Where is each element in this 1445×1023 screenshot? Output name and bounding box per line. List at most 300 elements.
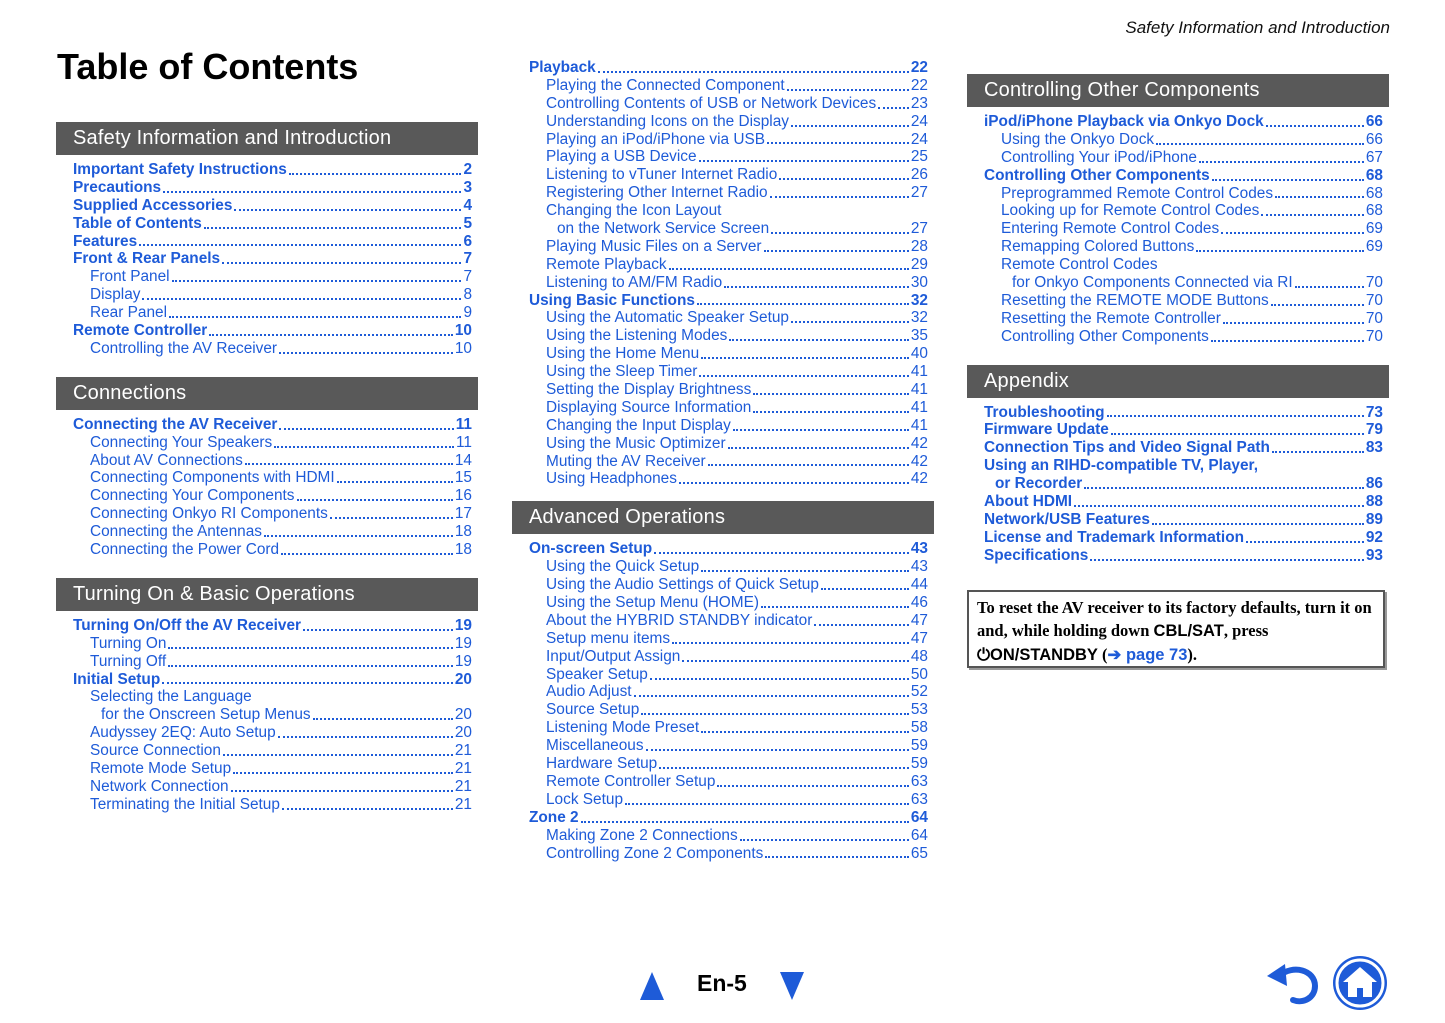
dot-leader <box>234 209 461 211</box>
toc-entry-page: 9 <box>463 304 472 322</box>
toc-entry-page: 15 <box>454 469 472 487</box>
toc-entry-page: 53 <box>910 701 928 719</box>
dot-leader <box>168 647 452 649</box>
toc-entry-label: Displaying Source Information <box>546 398 752 416</box>
toc-entry-label: Playing a USB Device <box>546 148 697 166</box>
toc-entry-page: 42 <box>910 452 928 470</box>
cbl-sat-button-name: CBL/SAT <box>1153 622 1224 640</box>
dot-leader <box>697 303 909 305</box>
toc-entry[interactable] <box>73 796 472 814</box>
toc-entry[interactable] <box>984 274 1383 292</box>
toc-entry-label: Setup menu items <box>546 629 671 647</box>
dot-leader <box>701 570 909 572</box>
notice-text: ). <box>1187 645 1198 664</box>
dot-leader <box>168 665 453 667</box>
dot-leader <box>770 196 909 198</box>
toc-entry-label: Playing the Connected Component <box>546 76 785 94</box>
dot-leader <box>1211 340 1364 342</box>
toc-entry[interactable] <box>529 701 928 719</box>
toc-entry-page: 11 <box>456 433 472 451</box>
toc-entry-label: Audio Adjust <box>546 683 632 701</box>
dot-leader <box>821 588 909 590</box>
section-heading: Controlling Other Components <box>967 74 1389 107</box>
toc-entry[interactable] <box>529 773 928 791</box>
toc-entry-page: 5 <box>463 214 472 232</box>
toc-entry-label: Specifications <box>984 546 1089 564</box>
toc-entry[interactable] <box>73 760 472 778</box>
toc-entry-label: Listening Mode Preset <box>546 719 700 737</box>
toc-entry-label: Using the Sleep Timer <box>546 363 698 381</box>
toc-entry-page: 47 <box>910 629 928 647</box>
toc-entry[interactable] <box>529 648 928 666</box>
toc-entry[interactable] <box>529 719 928 737</box>
toc-entry[interactable] <box>73 541 472 559</box>
toc-entry[interactable] <box>73 416 472 434</box>
toc-entry-label: Controlling Other Components <box>1001 327 1209 345</box>
toc-entry-label: Controlling Your iPod/iPhone <box>1001 148 1197 166</box>
toc-entry[interactable] <box>529 417 928 435</box>
toc-entry[interactable] <box>73 487 472 505</box>
toc-entry[interactable] <box>984 292 1383 310</box>
toc-entry[interactable] <box>529 399 928 417</box>
toc-entry[interactable] <box>529 274 928 292</box>
dot-leader <box>169 316 461 318</box>
dot-leader <box>787 89 909 91</box>
prev-page-icon[interactable] <box>640 972 664 1000</box>
entry-list <box>56 155 478 358</box>
toc-entry-label: Registering Other Internet Radio <box>546 184 768 202</box>
dot-leader <box>1090 559 1364 561</box>
toc-entry[interactable] <box>984 529 1383 547</box>
toc-entry-label: Playback <box>529 58 596 76</box>
toc-entry-label: About the HYBRID STANDBY indicator <box>546 611 813 629</box>
dot-leader <box>1223 322 1364 324</box>
toc-entry-label: Remapping Colored Buttons <box>1001 238 1195 256</box>
dot-leader <box>1295 286 1364 288</box>
toc-entry-label: Remote Controller Setup <box>546 772 716 790</box>
toc-entry-page: 66 <box>1365 130 1383 148</box>
toc-entry[interactable] <box>73 197 472 215</box>
dot-leader <box>1271 304 1364 306</box>
toc-entry[interactable] <box>73 469 472 487</box>
toc-entry-label: Table of Contents <box>73 214 202 232</box>
toc-entry-page: 66 <box>1365 112 1383 130</box>
toc-entry-label: Connecting Onkyo RI Components <box>90 505 328 523</box>
toc-entry-page: 8 <box>463 286 472 304</box>
toc-entry[interactable] <box>73 688 472 706</box>
toc-entry[interactable] <box>984 220 1383 238</box>
toc-entry[interactable] <box>984 328 1383 346</box>
toc-entry-page: 46 <box>910 594 928 612</box>
dot-leader <box>1221 232 1364 234</box>
toc-entry[interactable] <box>984 256 1383 274</box>
entry-list <box>512 53 934 488</box>
toc-entry-label: Source Setup <box>546 701 640 719</box>
toc-entry[interactable] <box>529 594 928 612</box>
toc-entry-label: Preprogrammed Remote Control Codes <box>1001 184 1274 202</box>
toc-entry[interactable] <box>529 576 928 594</box>
toc-entry-label: Controlling Contents of USB or Network Devices <box>546 94 877 112</box>
toc-entry[interactable] <box>529 238 928 256</box>
dot-leader <box>1266 125 1364 127</box>
toc-entry[interactable] <box>984 167 1383 185</box>
toc-entry[interactable] <box>529 791 928 809</box>
dot-leader <box>1156 143 1364 145</box>
toc-entry[interactable] <box>984 404 1383 422</box>
toc-entry-label: Connecting Your Speakers <box>90 433 273 451</box>
toc-entry[interactable] <box>529 453 928 471</box>
next-page-icon[interactable] <box>780 972 804 1000</box>
toc-entry[interactable] <box>984 493 1383 511</box>
dot-leader <box>753 393 909 395</box>
toc-entry-label: License and Trademark Information <box>984 528 1245 546</box>
dot-leader <box>634 695 909 697</box>
toc-entry-page: 17 <box>454 505 472 523</box>
toc-entry-page: 70 <box>1365 291 1383 309</box>
toc-entry-label: Connecting the Power Cord <box>90 541 280 559</box>
toc-entry[interactable] <box>529 845 928 863</box>
toc-entry[interactable] <box>529 827 928 845</box>
toc-entry[interactable] <box>73 304 472 322</box>
toc-entry-page: 70 <box>1365 309 1383 327</box>
toc-entry-page: 20 <box>454 706 472 724</box>
toc-entry-page: 14 <box>454 451 472 469</box>
toc-entry-label: Features <box>73 232 138 250</box>
toc-entry-label: Using the Automatic Speaker Setup <box>546 309 789 327</box>
dot-leader <box>1272 451 1364 453</box>
dot-leader <box>791 321 909 323</box>
dot-leader <box>699 375 908 377</box>
dot-leader <box>646 749 909 751</box>
toc-entry[interactable] <box>529 737 928 755</box>
toc-entry-label: Connecting the Antennas <box>90 523 262 541</box>
toc-entry[interactable] <box>529 363 928 381</box>
toc-entry[interactable] <box>984 202 1383 220</box>
toc-entry[interactable] <box>529 256 928 274</box>
home-icon[interactable] <box>1331 954 1389 1012</box>
toc-entry-label: for Onkyo Components Connected via RI <box>1012 274 1293 291</box>
toc-entry-page: 25 <box>910 148 928 166</box>
toc-entry-page: 69 <box>1365 238 1383 256</box>
toc-entry[interactable] <box>73 724 472 742</box>
toc-entry-page: 20 <box>454 670 472 688</box>
toc-entry-page: 68 <box>1365 184 1383 202</box>
toc-entry-page: 11 <box>455 415 472 433</box>
toc-entry[interactable] <box>984 457 1383 475</box>
toc-entry-label: Audyssey 2EQ: Auto Setup <box>90 724 276 742</box>
toc-entry[interactable] <box>529 184 928 202</box>
toc-entry[interactable] <box>529 166 928 184</box>
toc-entry[interactable] <box>73 215 472 233</box>
toc-entry[interactable] <box>73 505 472 523</box>
toc-entry-page: 43 <box>910 558 928 576</box>
toc-entry-label: Remote Playback <box>546 255 667 273</box>
toc-column-3 <box>967 74 1389 565</box>
toc-entry[interactable] <box>73 268 472 286</box>
toc-entry[interactable] <box>984 475 1383 493</box>
toc-entry-page: 93 <box>1365 546 1383 564</box>
toc-entry-page: 52 <box>910 683 928 701</box>
section-appendix <box>967 365 1389 565</box>
dot-leader <box>1199 161 1364 163</box>
toc-entry-label: Network Connection <box>90 777 229 795</box>
toc-entry-page: 86 <box>1365 475 1383 493</box>
toc-entry-label: Resetting the Remote Controller <box>1001 309 1221 327</box>
toc-entry[interactable] <box>73 617 472 635</box>
toc-entry-page: 41 <box>910 363 928 381</box>
toc-entry[interactable] <box>529 345 928 363</box>
toc-entry[interactable] <box>73 778 472 796</box>
toc-entry-page: 20 <box>454 724 472 742</box>
toc-entry-page: 64 <box>910 808 928 826</box>
toc-entry-label: Listening to vTuner Internet Radio <box>546 166 778 184</box>
dot-leader <box>279 428 453 430</box>
toc-entry[interactable] <box>529 131 928 149</box>
section-connections <box>56 377 478 559</box>
dot-leader <box>598 71 909 73</box>
entry-list <box>56 611 478 814</box>
toc-entry[interactable] <box>529 558 928 576</box>
toc-entry[interactable] <box>73 161 472 179</box>
toc-entry[interactable] <box>984 238 1383 256</box>
toc-entry-label: Using Basic Functions <box>529 291 695 309</box>
toc-entry-label: Understanding Icons on the Display <box>546 112 789 130</box>
toc-entry-label: Front Panel <box>90 268 170 286</box>
toc-entry-label: Troubleshooting <box>984 403 1105 421</box>
toc-entry-page: 32 <box>910 291 928 309</box>
toc-entry-page: 65 <box>910 844 928 862</box>
toc-entry-label: Muting the AV Receiver <box>546 452 706 470</box>
toc-entry-label: Using the Quick Setup <box>546 558 700 576</box>
toc-entry[interactable] <box>984 310 1383 328</box>
dot-leader <box>1074 505 1364 507</box>
entry-list <box>967 398 1389 565</box>
section-heading: Safety Information and Introduction <box>56 122 478 155</box>
toc-entry-label: Changing the Input Display <box>546 416 731 434</box>
dot-leader <box>729 339 909 341</box>
toc-entry-page: 59 <box>910 737 928 755</box>
page-number: En-5 <box>697 970 747 996</box>
factory-reset-notice <box>967 590 1385 668</box>
toc-entry[interactable] <box>73 742 472 760</box>
toc-entry-label: Making Zone 2 Connections <box>546 826 738 844</box>
toc-entry[interactable] <box>984 113 1383 131</box>
toc-entry-page: 18 <box>454 541 472 559</box>
dot-leader <box>728 447 909 449</box>
toc-entry[interactable] <box>529 95 928 113</box>
toc-entry[interactable] <box>73 671 472 689</box>
page-73-link[interactable]: ➔ page 73 <box>1107 646 1188 664</box>
toc-entry-page: 50 <box>910 665 928 683</box>
toc-entry-label: Display <box>90 286 141 304</box>
toc-entry[interactable] <box>529 148 928 166</box>
toc-entry-label: iPod/iPhone Playback via Onkyo Dock <box>984 112 1264 130</box>
toc-entry-label: Connecting the AV Receiver <box>73 415 278 433</box>
toc-column-1 <box>56 122 478 814</box>
toc-entry[interactable] <box>529 666 928 684</box>
toc-entry[interactable] <box>529 113 928 131</box>
toc-entry-page: 58 <box>910 719 928 737</box>
dot-leader <box>641 713 909 715</box>
toc-entry[interactable] <box>73 434 472 452</box>
notice-text: ( <box>1097 645 1108 664</box>
dot-leader <box>245 463 453 465</box>
dot-leader <box>209 334 453 336</box>
toc-entry[interactable] <box>73 179 472 197</box>
toc-entry[interactable] <box>529 470 928 488</box>
toc-entry[interactable] <box>529 202 928 220</box>
dot-leader <box>701 357 909 359</box>
toc-entry-page: 16 <box>454 487 472 505</box>
toc-entry-page: 70 <box>1365 274 1383 291</box>
toc-entry-page: 24 <box>910 112 928 130</box>
toc-entry[interactable] <box>529 220 928 238</box>
toc-entry[interactable] <box>73 340 472 358</box>
page-title: Table of Contents <box>57 46 359 87</box>
toc-entry-label: on the Network Service Screen <box>557 220 770 237</box>
toc-entry-label: Front & Rear Panels <box>73 250 221 268</box>
toc-entry-page: 41 <box>910 416 928 434</box>
entry-list <box>56 410 478 559</box>
toc-entry-label: Using an RIHD-compatible TV, Player, <box>984 457 1258 475</box>
toc-entry-label: Lock Setup <box>546 790 624 808</box>
toc-entry-label: Controlling Other Components <box>984 166 1210 184</box>
toc-entry-label: Miscellaneous <box>546 737 644 755</box>
toc-entry[interactable] <box>529 684 928 702</box>
toc-entry[interactable] <box>984 439 1383 457</box>
toc-entry[interactable] <box>529 755 928 773</box>
dot-leader <box>717 785 908 787</box>
dot-leader <box>767 142 909 144</box>
dot-leader <box>699 160 909 162</box>
toc-entry[interactable] <box>529 435 928 453</box>
running-header: Safety Information and Introduction <box>1125 18 1390 37</box>
toc-entry[interactable] <box>984 149 1383 167</box>
toc-entry-page: 21 <box>454 760 472 778</box>
toc-entry-page: 47 <box>910 611 928 629</box>
toc-entry-page: 10 <box>454 322 472 339</box>
toc-entry[interactable] <box>529 540 928 558</box>
toc-entry[interactable] <box>529 381 928 399</box>
notice-text: To reset the AV receiver to its factory defaults, turn it on and, while holding down <box>977 598 1372 640</box>
toc-entry-page: 27 <box>910 220 928 237</box>
toc-entry-label: or Recorder <box>995 475 1083 493</box>
toc-entry-label: Hardware Setup <box>546 755 658 773</box>
toc-entry-page: 28 <box>910 237 928 255</box>
toc-entry-page: 41 <box>910 398 928 416</box>
toc-entry[interactable] <box>73 452 472 470</box>
toc-entry-label: Source Connection <box>90 742 221 760</box>
toc-entry[interactable] <box>984 421 1383 439</box>
toc-entry[interactable] <box>73 286 472 304</box>
toc-entry[interactable] <box>529 327 928 345</box>
toc-column-2 <box>512 53 934 862</box>
back-icon[interactable] <box>1265 962 1321 1006</box>
entry-list <box>512 534 934 862</box>
toc-entry[interactable] <box>529 612 928 630</box>
toc-entry-label: Supplied Accessories <box>73 196 233 214</box>
dot-leader <box>330 517 453 519</box>
toc-entry[interactable] <box>73 250 472 268</box>
toc-entry-page: 23 <box>910 94 928 112</box>
toc-entry[interactable] <box>984 131 1383 149</box>
toc-entry[interactable] <box>529 77 928 95</box>
dot-leader <box>733 429 909 431</box>
toc-entry[interactable] <box>984 511 1383 529</box>
toc-entry-page: 2 <box>463 160 472 178</box>
entry-list <box>967 107 1389 346</box>
dot-leader <box>281 553 453 555</box>
section-playback <box>512 53 934 488</box>
toc-entry-page: 73 <box>1365 403 1383 421</box>
dot-leader <box>297 499 453 501</box>
dot-leader <box>1275 196 1364 198</box>
toc-entry-label: Speaker Setup <box>546 665 648 683</box>
toc-entry-page: 3 <box>463 178 472 196</box>
toc-entry-page: 4 <box>463 196 472 214</box>
toc-entry-label: Turning On <box>90 634 167 652</box>
dot-leader <box>264 535 453 537</box>
toc-entry-page: 7 <box>463 268 472 286</box>
toc-entry[interactable] <box>529 309 928 327</box>
toc-entry[interactable] <box>529 809 928 827</box>
dot-leader <box>679 482 909 484</box>
toc-entry-label: Controlling Zone 2 Components <box>546 844 764 862</box>
toc-entry-label: Remote Control Codes <box>1001 256 1158 274</box>
toc-entry-page: 19 <box>454 616 472 634</box>
toc-entry[interactable] <box>984 547 1383 565</box>
toc-entry[interactable] <box>529 59 928 77</box>
dot-leader <box>303 629 453 631</box>
dot-leader <box>1152 523 1364 525</box>
toc-entry[interactable] <box>529 292 928 310</box>
section-controlling <box>967 74 1389 346</box>
toc-entry[interactable] <box>73 523 472 541</box>
toc-entry[interactable] <box>73 322 472 340</box>
toc-entry-page: 68 <box>1365 166 1383 184</box>
dot-leader <box>222 262 461 264</box>
toc-entry-page: 88 <box>1365 493 1383 511</box>
toc-entry-page: 22 <box>910 76 928 94</box>
dot-leader <box>162 682 453 684</box>
toc-entry-page: 18 <box>454 523 472 541</box>
toc-entry[interactable] <box>529 630 928 648</box>
toc-entry-page: 69 <box>1365 220 1383 238</box>
toc-entry-page: 70 <box>1365 327 1383 345</box>
toc-entry[interactable] <box>73 635 472 653</box>
dot-leader <box>278 736 453 738</box>
dot-leader <box>1261 214 1364 216</box>
toc-entry[interactable] <box>73 706 472 724</box>
section-heading: Advanced Operations <box>512 501 934 534</box>
toc-entry[interactable] <box>73 653 472 671</box>
toc-entry-page: 68 <box>1365 202 1383 220</box>
dot-leader <box>753 411 909 413</box>
toc-entry-label: Setting the Display Brightness <box>546 381 752 399</box>
toc-entry[interactable] <box>73 233 472 251</box>
toc-entry-page: 64 <box>910 826 928 844</box>
toc-entry-page: 92 <box>1365 528 1383 546</box>
dot-leader <box>204 227 462 229</box>
footer-nav <box>0 968 1445 1008</box>
toc-entry-page: 63 <box>910 772 928 790</box>
toc-entry-page: 27 <box>910 184 928 202</box>
toc-entry[interactable] <box>984 185 1383 203</box>
dot-leader <box>659 767 909 769</box>
toc-entry-page: 44 <box>910 576 928 594</box>
dot-leader <box>878 107 909 109</box>
toc-entry-page: 48 <box>910 647 928 665</box>
